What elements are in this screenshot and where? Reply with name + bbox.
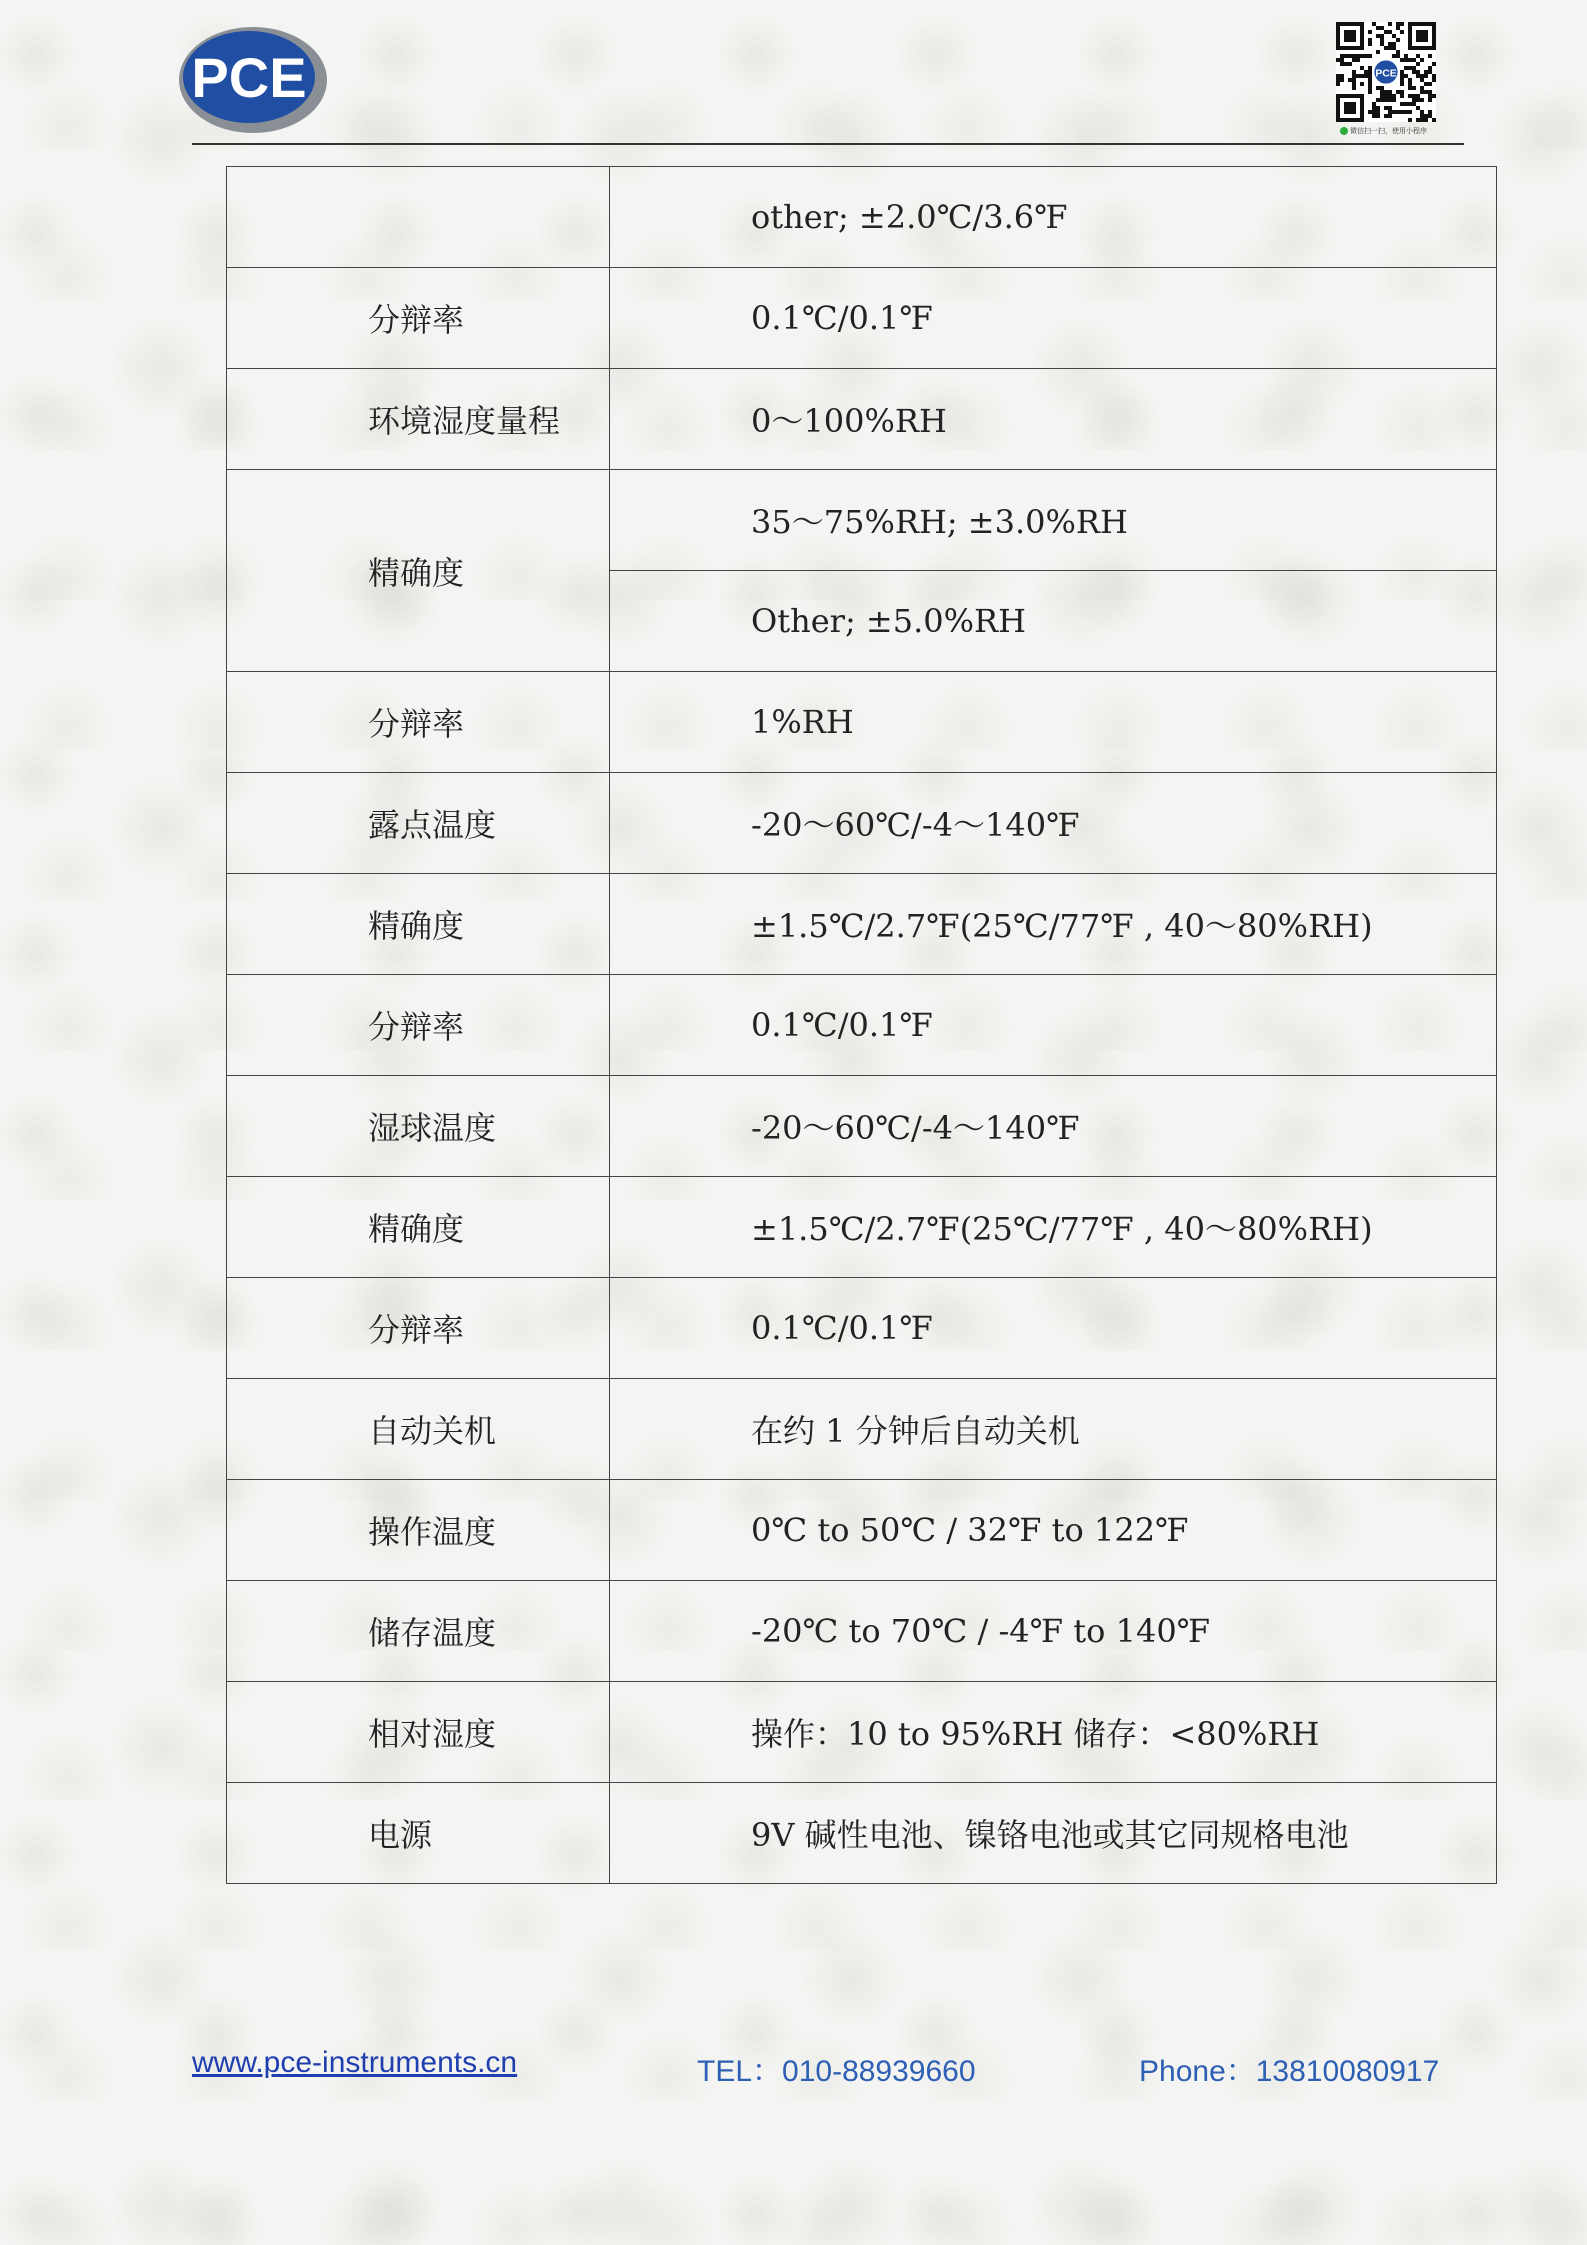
spec-value: 0.1℃/0.1℉ — [610, 1278, 1497, 1379]
spec-label: 环境湿度量程 — [227, 369, 610, 470]
table-row — [227, 1682, 1497, 1783]
spec-value: Other; ±5.0%RH — [610, 571, 1497, 672]
table-row — [227, 1177, 1497, 1278]
footer-phone: Phone：13810080917 — [1139, 2055, 1440, 2088]
spec-label: 精确度 — [227, 1177, 610, 1278]
table-row — [227, 1480, 1497, 1581]
pce-logo-icon — [177, 25, 329, 135]
spec-value: -20℃ to 70℃ / -4℉ to 140℉ — [610, 1581, 1497, 1682]
qr-code[interactable] — [1336, 22, 1436, 122]
header-divider — [192, 143, 1464, 145]
spec-label: 储存温度 — [227, 1581, 610, 1682]
spec-label: 湿球温度 — [227, 1076, 610, 1177]
spec-label — [227, 167, 610, 268]
spec-label: 分辩率 — [227, 672, 610, 773]
table-row — [227, 874, 1497, 975]
table-row — [227, 1783, 1497, 1884]
spec-label: 分辩率 — [227, 1278, 610, 1379]
spec-value: 操作：10 to 95%RH 储存：<80%RH — [610, 1682, 1497, 1783]
logo-text: PCE — [191, 46, 307, 109]
pce-logo — [177, 25, 329, 135]
spec-value: 1%RH — [610, 672, 1497, 773]
spec-value: ±1.5℃/2.7℉(25℃/77℉ , 40～80%RH) — [610, 874, 1497, 975]
spec-value: 在约 1 分钟后自动关机 — [610, 1379, 1497, 1480]
spec-label: 露点温度 — [227, 773, 610, 874]
spec-label: 自动关机 — [227, 1379, 610, 1480]
table-row — [227, 1076, 1497, 1177]
spec-label: 分辩率 — [227, 975, 610, 1076]
table-row — [227, 167, 1497, 268]
table-row — [227, 1581, 1497, 1682]
footer-website-link[interactable]: www.pce-instruments.cn — [192, 2046, 518, 2079]
qr-code-icon — [1336, 22, 1436, 122]
spec-table — [226, 166, 1497, 1884]
spec-value: 35～75%RH; ±3.0%RH — [610, 470, 1497, 571]
footer-tel: TEL：010-88939660 — [697, 2055, 976, 2088]
spec-value: -20～60℃/-4～140℉ — [610, 773, 1497, 874]
wechat-icon — [1340, 127, 1348, 135]
spec-value: -20～60℃/-4～140℉ — [610, 1076, 1497, 1177]
spec-value: 0℃ to 50℃ / 32℉ to 122℉ — [610, 1480, 1497, 1581]
spec-value: other; ±2.0℃/3.6℉ — [610, 167, 1497, 268]
table-row — [227, 1379, 1497, 1480]
table-row — [227, 369, 1497, 470]
spec-label: 操作温度 — [227, 1480, 610, 1581]
spec-value: ±1.5℃/2.7℉(25℃/77℉ , 40～80%RH) — [610, 1177, 1497, 1278]
spec-label: 电源 — [227, 1783, 610, 1884]
qr-caption — [1340, 126, 1450, 136]
table-row — [227, 1278, 1497, 1379]
qr-caption-text: 微信扫一扫，使用小程序 — [1350, 127, 1427, 135]
spec-value: 9V 碱性电池、镍铬电池或其它同规格电池 — [610, 1783, 1497, 1884]
qr-badge-text: PCE — [1375, 68, 1397, 80]
table-row — [227, 672, 1497, 773]
spec-value: 0～100%RH — [610, 369, 1497, 470]
table-row — [227, 268, 1497, 369]
spec-label: 分辩率 — [227, 268, 610, 369]
spec-label: 相对湿度 — [227, 1682, 610, 1783]
spec-value: 0.1℃/0.1℉ — [610, 268, 1497, 369]
table-row — [227, 470, 1497, 571]
spec-value: 0.1℃/0.1℉ — [610, 975, 1497, 1076]
spec-label: 精确度 — [227, 874, 610, 975]
spec-label: 精确度 — [227, 470, 610, 672]
table-row — [227, 975, 1497, 1076]
table-row — [227, 773, 1497, 874]
